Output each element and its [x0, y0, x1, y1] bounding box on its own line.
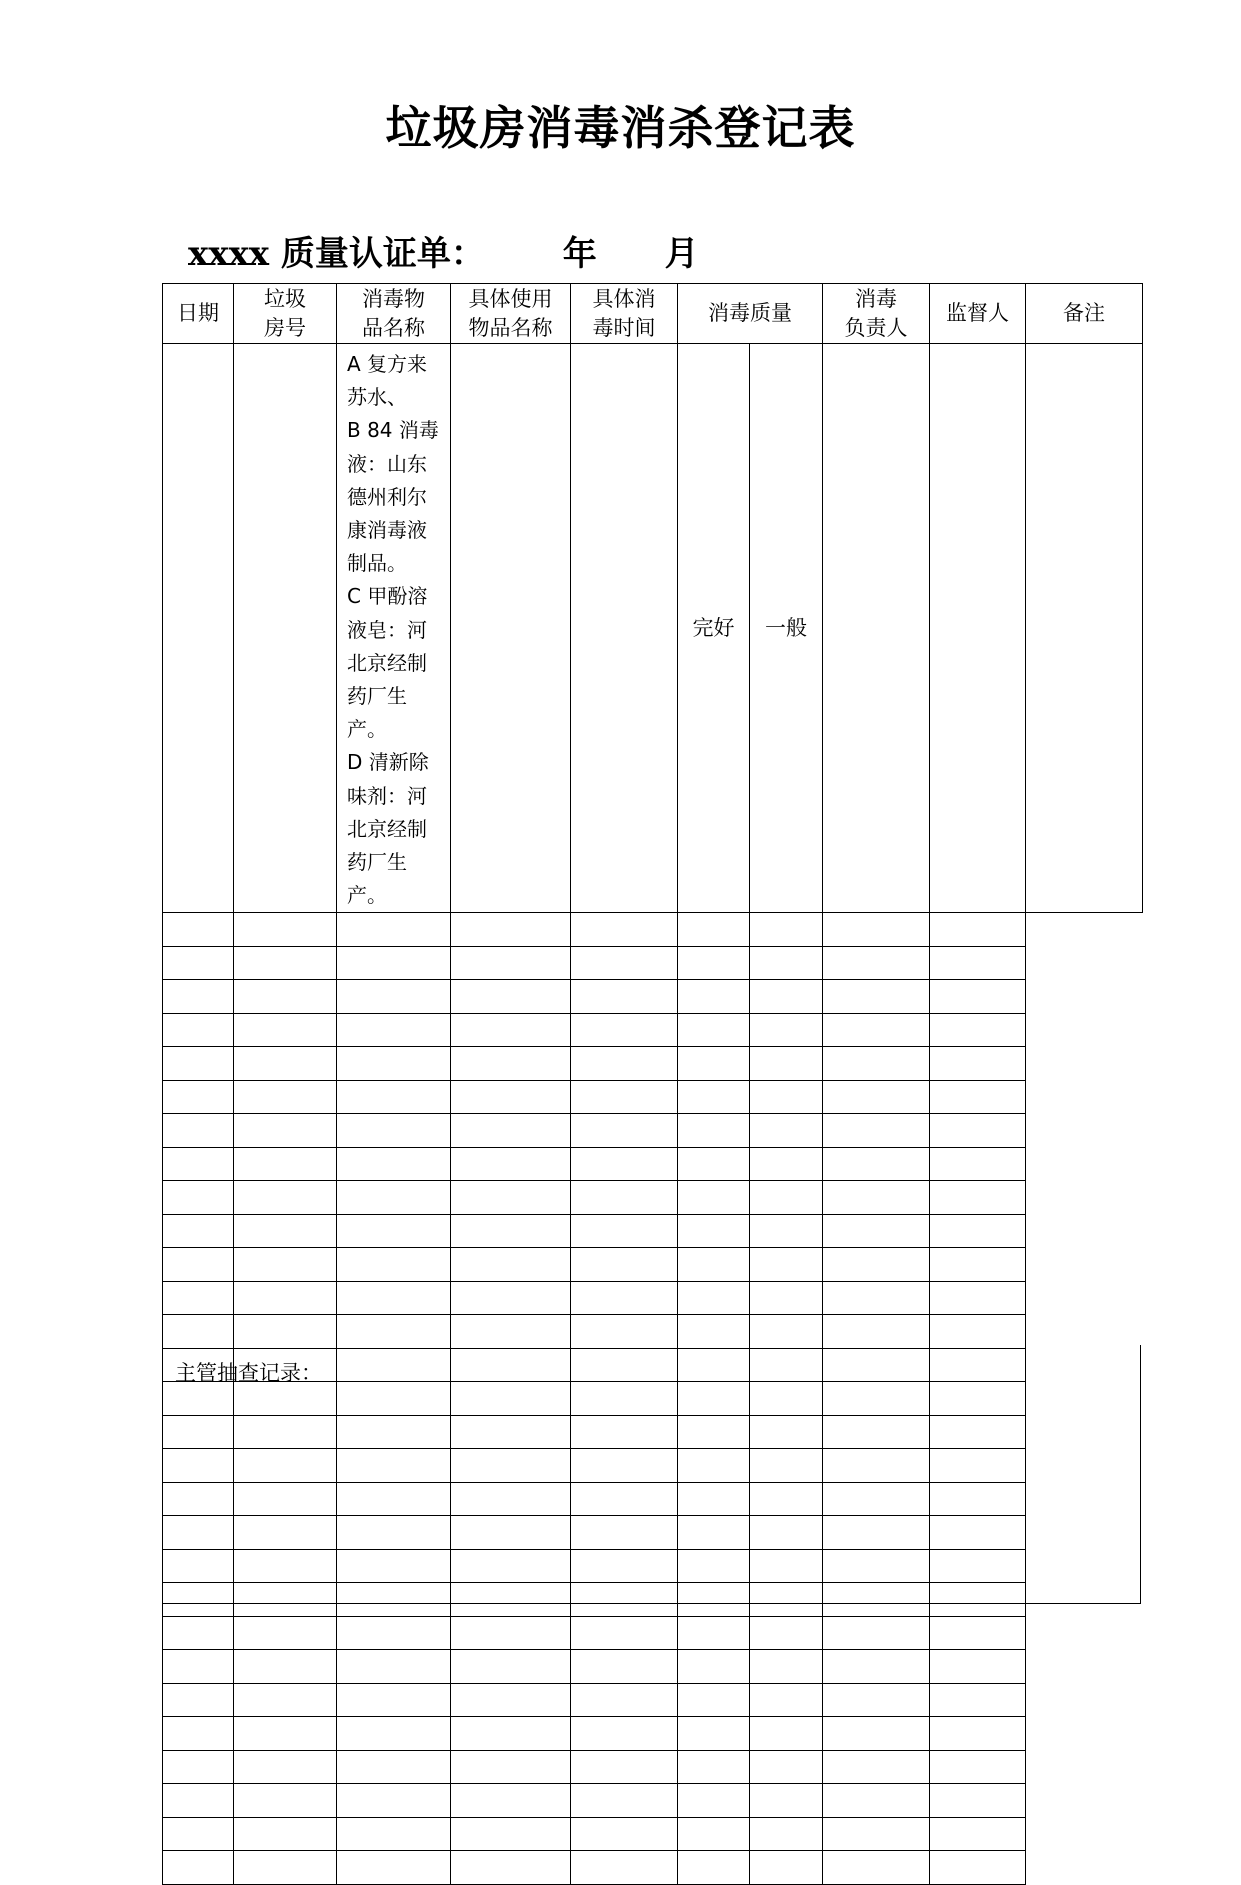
date-cell[interactable] [163, 1114, 234, 1148]
date-cell[interactable] [163, 1784, 234, 1818]
time-cell[interactable] [451, 913, 571, 947]
quality-normal-cell[interactable] [678, 1784, 750, 1818]
time-cell[interactable] [451, 1147, 571, 1181]
product-line: 康消毒液 [347, 518, 427, 543]
remark-cell[interactable] [930, 1784, 1026, 1818]
date-cell[interactable] [163, 1817, 234, 1851]
time-cell[interactable] [451, 1650, 571, 1684]
product-line: D 清新除 [347, 750, 429, 775]
remark-cell[interactable] [930, 1616, 1026, 1650]
date-cell[interactable] [163, 1147, 234, 1181]
date-cell[interactable] [163, 1047, 234, 1081]
quality-good-cell[interactable] [571, 1315, 678, 1349]
product-line: 液皂：河 [347, 617, 427, 642]
item-name-cell[interactable] [337, 946, 451, 980]
date-cell[interactable] [163, 1315, 234, 1349]
time-cell[interactable] [451, 1817, 571, 1851]
table-row [163, 1248, 1143, 1282]
product-line: 药厂生 [347, 850, 407, 875]
room-no-cell[interactable] [234, 1248, 337, 1282]
time-cell[interactable] [451, 1315, 571, 1349]
item-name-cell[interactable] [337, 1214, 451, 1248]
responsible-cell[interactable] [750, 1248, 823, 1282]
item-name-cell[interactable] [337, 1281, 451, 1315]
header-room-no [234, 284, 337, 344]
quality-good-cell[interactable] [571, 1080, 678, 1114]
quality-good-cell[interactable] [571, 1650, 678, 1684]
date-cell[interactable] [163, 946, 234, 980]
item-name-cell[interactable] [337, 1683, 451, 1717]
header-responsible-line1: 消毒 [855, 287, 897, 312]
quality-normal-cell[interactable] [678, 1147, 750, 1181]
quality-normal-label: 一般 [750, 344, 823, 913]
supervisor-check-record-label: 主管抽查记录： [175, 1361, 322, 1385]
supervisor-check-record-box[interactable] [162, 1345, 1141, 1604]
date-cell[interactable] [163, 1013, 234, 1047]
responsible-cell[interactable] [750, 1650, 823, 1684]
product-line: 味剂：河 [347, 783, 427, 808]
time-cell[interactable] [451, 1784, 571, 1818]
supervisor-cell[interactable] [930, 344, 1026, 913]
quality-good-cell[interactable] [571, 1616, 678, 1650]
room-no-cell[interactable] [234, 1851, 337, 1885]
supervisor-cell[interactable] [823, 1013, 930, 1047]
header-item-name-line2: 物品名称 [468, 315, 553, 340]
date-cell[interactable] [163, 1717, 234, 1751]
responsible-cell[interactable] [750, 980, 823, 1014]
header-room-no-line1: 垃圾 [264, 287, 306, 312]
product-line: 药厂生产。 [347, 684, 407, 742]
quality-normal-cell[interactable] [678, 1683, 750, 1717]
quality-normal-cell[interactable] [678, 1013, 750, 1047]
item-name-cell[interactable] [337, 1013, 451, 1047]
header-room-no-line2: 房号 [264, 315, 306, 340]
supervisor-cell[interactable] [823, 1616, 930, 1650]
time-cell[interactable] [451, 1114, 571, 1148]
header-product-name-line1: 消毒物 [362, 287, 425, 312]
quality-normal-cell[interactable] [678, 946, 750, 980]
supervisor-cell[interactable] [823, 1817, 930, 1851]
quality-good-label: 完好 [678, 344, 750, 913]
table-row [163, 1047, 1143, 1081]
remark-cell[interactable] [930, 1047, 1026, 1081]
quality-good-cell[interactable] [571, 1784, 678, 1818]
item-name-cell[interactable] [337, 1851, 451, 1885]
room-no-cell[interactable] [234, 946, 337, 980]
room-no-cell[interactable] [234, 1080, 337, 1114]
room-no-cell[interactable] [234, 1683, 337, 1717]
product-line: 北京经制 [347, 816, 427, 841]
table-header-row [163, 284, 1143, 344]
quality-good-cell[interactable] [571, 946, 678, 980]
header-supervisor: 监督人 [930, 284, 1026, 344]
item-name-cell[interactable] [337, 1080, 451, 1114]
time-cell[interactable] [451, 1047, 571, 1081]
quality-normal-cell[interactable] [678, 1717, 750, 1751]
product-line: 德州利尔 [347, 484, 427, 509]
time-cell[interactable] [451, 1214, 571, 1248]
header-responsible-line2: 负责人 [844, 315, 908, 340]
product-list-cell [337, 344, 451, 913]
time-cell[interactable] [451, 946, 571, 980]
remark-cell[interactable] [930, 1683, 1026, 1717]
header-product-name-line2: 品名称 [362, 315, 425, 340]
table-row [163, 980, 1143, 1014]
table-row [163, 1214, 1143, 1248]
header-remark: 备注 [1026, 284, 1143, 344]
remark-cell[interactable] [930, 1080, 1026, 1114]
room-no-cell[interactable] [234, 1750, 337, 1784]
table-row [163, 1080, 1143, 1114]
responsible-cell[interactable] [750, 1315, 823, 1349]
room-no-cell[interactable] [234, 1315, 337, 1349]
room-no-cell[interactable] [234, 1650, 337, 1684]
remark-cell[interactable] [930, 913, 1026, 947]
time-cell[interactable] [451, 1683, 571, 1717]
room-no-cell[interactable] [234, 1784, 337, 1818]
responsible-cell[interactable] [750, 1616, 823, 1650]
quality-good-cell[interactable] [571, 1147, 678, 1181]
responsible-cell[interactable] [750, 1013, 823, 1047]
responsible-cell[interactable] [750, 1114, 823, 1148]
product-line: 苏水、 [347, 385, 407, 410]
product-line: C 甲酚溶 [347, 584, 428, 609]
room-no-cell[interactable] [234, 980, 337, 1014]
quality-normal-cell[interactable] [678, 913, 750, 947]
supervisor-cell[interactable] [823, 1181, 930, 1215]
item-name-cell[interactable] [337, 1047, 451, 1081]
quality-good-cell[interactable] [571, 1013, 678, 1047]
date-cell[interactable] [163, 1650, 234, 1684]
remark-cell[interactable] [930, 1114, 1026, 1148]
table-row [163, 1013, 1143, 1047]
header-time-line1: 具体消 [592, 287, 656, 312]
responsible-cell[interactable] [823, 344, 930, 913]
quality-normal-cell[interactable] [678, 1817, 750, 1851]
responsible-cell[interactable] [750, 1047, 823, 1081]
disinfection-register-table [162, 283, 1143, 1885]
time-cell[interactable] [451, 1281, 571, 1315]
quality-good-cell[interactable] [571, 1047, 678, 1081]
time-cell[interactable] [451, 1248, 571, 1282]
room-no-cell[interactable] [234, 1181, 337, 1215]
quality-good-cell[interactable] [571, 1248, 678, 1282]
remark-cell[interactable] [930, 1281, 1026, 1315]
quality-normal-cell[interactable] [678, 1650, 750, 1684]
room-no-cell[interactable] [234, 1717, 337, 1751]
room-no-cell[interactable] [234, 1047, 337, 1081]
table-row [163, 1147, 1143, 1181]
quality-good-cell[interactable] [571, 1750, 678, 1784]
supervisor-cell[interactable] [823, 1281, 930, 1315]
time-cell[interactable] [451, 1616, 571, 1650]
year-label: 年 [562, 234, 597, 274]
remark-cell[interactable] [930, 1147, 1026, 1181]
responsible-cell[interactable] [750, 913, 823, 947]
product-line: 产。 [347, 883, 387, 908]
time-cell[interactable] [451, 1013, 571, 1047]
quality-normal-cell[interactable] [678, 1750, 750, 1784]
quality-good-cell[interactable] [571, 1114, 678, 1148]
product-line: 制品。 [347, 551, 407, 576]
supervisor-cell[interactable] [823, 1717, 930, 1751]
quality-good-cell[interactable] [571, 1851, 678, 1885]
supervisor-cell[interactable] [823, 1214, 930, 1248]
header-date: 日期 [163, 284, 234, 344]
table-row [163, 1650, 1143, 1684]
supervisor-cell[interactable] [823, 1114, 930, 1148]
quality-normal-cell[interactable] [678, 1281, 750, 1315]
remark-cell[interactable] [930, 946, 1026, 980]
responsible-cell[interactable] [750, 1851, 823, 1885]
table-row [163, 1315, 1143, 1349]
table-row [163, 1784, 1143, 1818]
quality-normal-cell[interactable] [678, 1080, 750, 1114]
product-line: A 复方来 [347, 352, 428, 376]
responsible-cell[interactable] [750, 1080, 823, 1114]
remark-cell[interactable] [930, 1851, 1026, 1885]
remark-cell[interactable] [930, 1315, 1026, 1349]
remark-cell[interactable] [930, 1817, 1026, 1851]
quality-good-cell[interactable] [571, 913, 678, 947]
date-cell[interactable] [163, 1750, 234, 1784]
table-row [163, 1281, 1143, 1315]
item-name-cell[interactable] [337, 1717, 451, 1751]
item-name-cell[interactable] [337, 1650, 451, 1684]
quality-normal-cell[interactable] [678, 1616, 750, 1650]
certificate-line [188, 226, 699, 275]
supervisor-cell[interactable] [823, 1851, 930, 1885]
supervisor-cell[interactable] [823, 1315, 930, 1349]
date-cell[interactable] [163, 344, 234, 913]
room-no-cell[interactable] [234, 344, 337, 913]
item-name-cell[interactable] [337, 1147, 451, 1181]
room-no-cell[interactable] [234, 1616, 337, 1650]
room-no-cell[interactable] [234, 1817, 337, 1851]
responsible-cell[interactable] [750, 1214, 823, 1248]
remark-cell[interactable] [930, 1717, 1026, 1751]
room-no-cell[interactable] [234, 1147, 337, 1181]
quality-normal-cell[interactable] [678, 1214, 750, 1248]
remark-cell[interactable] [930, 1013, 1026, 1047]
remark-cell[interactable] [1026, 344, 1143, 913]
item-name-cell[interactable] [337, 980, 451, 1014]
supervisor-cell[interactable] [823, 1650, 930, 1684]
quality-normal-cell[interactable] [678, 980, 750, 1014]
supervisor-cell[interactable] [823, 913, 930, 947]
time-cell[interactable] [451, 1080, 571, 1114]
header-responsible [823, 284, 930, 344]
time-cell[interactable] [451, 1750, 571, 1784]
time-cell[interactable] [451, 1181, 571, 1215]
supervisor-cell[interactable] [823, 980, 930, 1014]
time-cell[interactable] [451, 980, 571, 1014]
supervisor-cell[interactable] [823, 1248, 930, 1282]
room-no-cell[interactable] [234, 913, 337, 947]
remark-cell[interactable] [930, 980, 1026, 1014]
item-name-cell[interactable] [337, 1750, 451, 1784]
item-name-cell[interactable] [337, 1817, 451, 1851]
quality-normal-cell[interactable] [678, 1851, 750, 1885]
product-line: 北京经制 [347, 650, 427, 675]
item-name-cell[interactable] [451, 344, 571, 913]
responsible-cell[interactable] [750, 1717, 823, 1751]
quality-good-cell[interactable] [571, 1717, 678, 1751]
quality-normal-cell[interactable] [678, 1047, 750, 1081]
responsible-cell[interactable] [750, 1181, 823, 1215]
table-row [163, 1851, 1143, 1885]
header-time-line2: 毒时间 [592, 315, 656, 340]
remark-cell[interactable] [930, 1750, 1026, 1784]
table-row [163, 1114, 1143, 1148]
quality-normal-cell[interactable] [678, 1114, 750, 1148]
table-row [163, 344, 1143, 913]
quality-good-cell[interactable] [571, 1683, 678, 1717]
header-quality: 消毒质量 [678, 284, 823, 344]
responsible-cell[interactable] [750, 1683, 823, 1717]
quality-normal-cell[interactable] [678, 1248, 750, 1282]
table-row [163, 1181, 1143, 1215]
supervisor-cell[interactable] [823, 1784, 930, 1818]
item-name-cell[interactable] [337, 1114, 451, 1148]
quality-good-cell[interactable] [571, 1281, 678, 1315]
room-no-cell[interactable] [234, 1214, 337, 1248]
supervisor-cell[interactable] [823, 1750, 930, 1784]
remark-cell[interactable] [930, 1248, 1026, 1282]
date-cell[interactable] [163, 1851, 234, 1885]
responsible-cell[interactable] [750, 1750, 823, 1784]
item-name-cell[interactable] [337, 1248, 451, 1282]
quality-normal-cell[interactable] [678, 1315, 750, 1349]
header-time [571, 284, 678, 344]
table-row [163, 946, 1143, 980]
table-row [163, 1717, 1143, 1751]
date-cell[interactable] [163, 1181, 234, 1215]
product-list [347, 348, 444, 912]
date-cell[interactable] [163, 980, 234, 1014]
table-row [163, 1616, 1143, 1650]
room-no-cell[interactable] [234, 1013, 337, 1047]
date-cell[interactable] [163, 1616, 234, 1650]
item-name-cell[interactable] [337, 1315, 451, 1349]
supervisor-cell[interactable] [823, 1147, 930, 1181]
date-cell[interactable] [163, 913, 234, 947]
time-cell[interactable] [571, 344, 678, 913]
time-cell[interactable] [451, 1851, 571, 1885]
table-row [163, 1750, 1143, 1784]
date-cell[interactable] [163, 1248, 234, 1282]
certificate-prefix: xxxx 质量认证单： [188, 234, 485, 274]
table-row [163, 1683, 1143, 1717]
quality-good-cell[interactable] [571, 1181, 678, 1215]
responsible-cell[interactable] [750, 1147, 823, 1181]
responsible-cell[interactable] [750, 1817, 823, 1851]
page-title: 垃圾房消毒消杀登记表 [385, 101, 856, 155]
remark-cell[interactable] [930, 1650, 1026, 1684]
date-cell[interactable] [163, 1683, 234, 1717]
item-name-cell[interactable] [337, 1616, 451, 1650]
table-row [163, 913, 1143, 947]
item-name-cell[interactable] [337, 913, 451, 947]
room-no-cell[interactable] [234, 1281, 337, 1315]
remark-cell[interactable] [930, 1181, 1026, 1215]
item-name-cell[interactable] [337, 1181, 451, 1215]
time-cell[interactable] [451, 1717, 571, 1751]
responsible-cell[interactable] [750, 1281, 823, 1315]
month-label: 月 [664, 234, 699, 274]
table-row [163, 1817, 1143, 1851]
date-cell[interactable] [163, 1080, 234, 1114]
product-line: 液：山东 [347, 451, 427, 476]
responsible-cell[interactable] [750, 1784, 823, 1818]
room-no-cell[interactable] [234, 1114, 337, 1148]
quality-good-cell[interactable] [571, 1817, 678, 1851]
supervisor-cell[interactable] [823, 1047, 930, 1081]
remark-cell[interactable] [930, 1214, 1026, 1248]
product-line: B 84 消毒 [347, 418, 439, 443]
header-item-name-line1: 具体使用 [468, 287, 553, 312]
supervisor-cell[interactable] [823, 1683, 930, 1717]
header-product-name [337, 284, 451, 344]
header-item-name [451, 284, 571, 344]
quality-good-cell[interactable] [571, 980, 678, 1014]
date-cell[interactable] [163, 1281, 234, 1315]
item-name-cell[interactable] [337, 1784, 451, 1818]
supervisor-cell[interactable] [823, 1080, 930, 1114]
quality-normal-cell[interactable] [678, 1181, 750, 1215]
date-cell[interactable] [163, 1214, 234, 1248]
supervisor-cell[interactable] [823, 946, 930, 980]
responsible-cell[interactable] [750, 946, 823, 980]
quality-good-cell[interactable] [571, 1214, 678, 1248]
